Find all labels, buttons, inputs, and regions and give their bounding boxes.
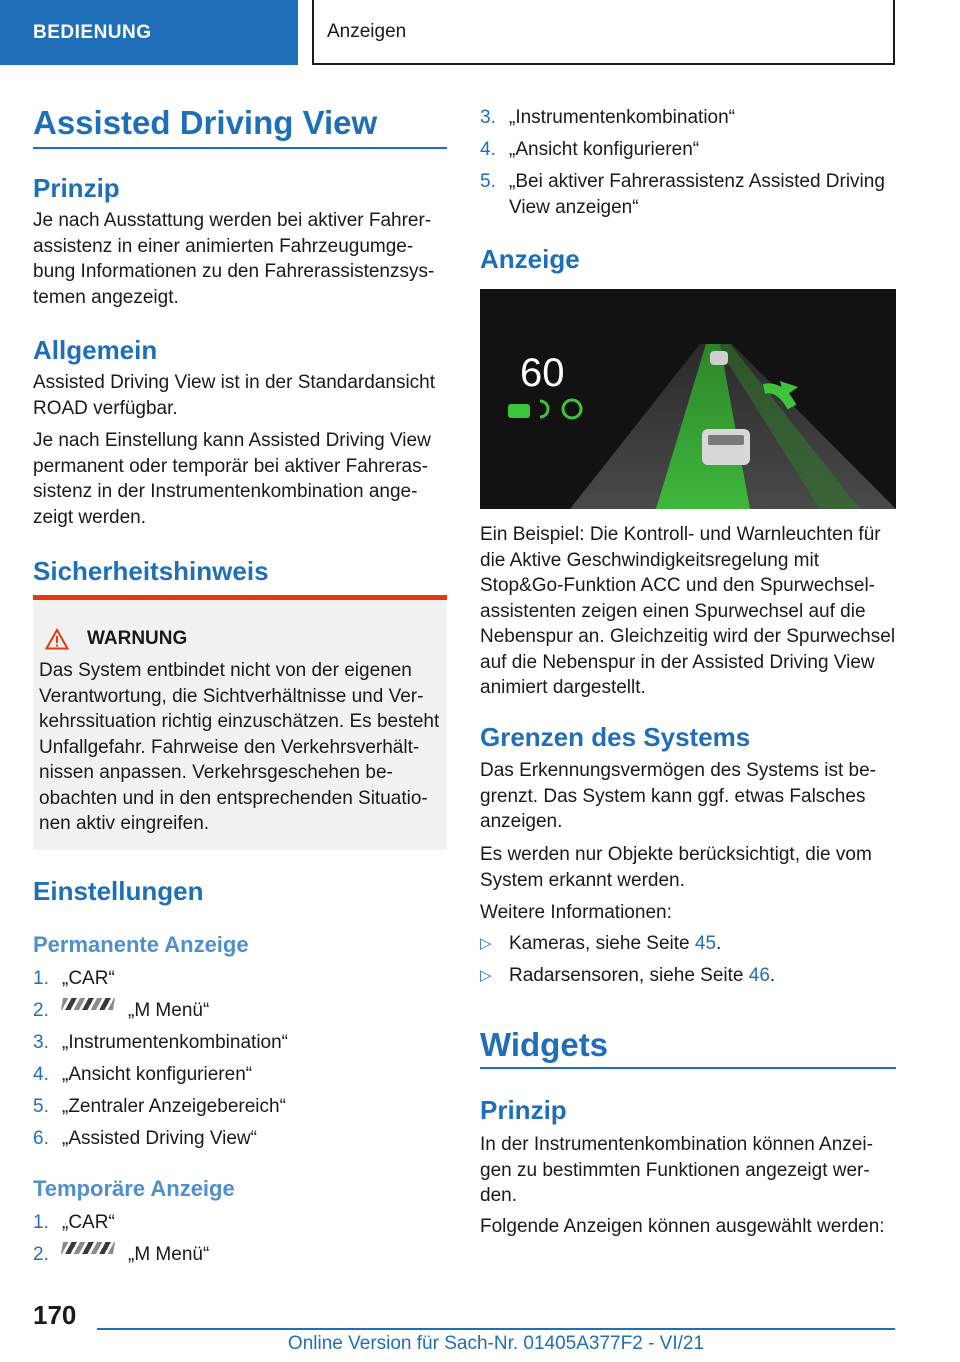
allgemein-heading: Allgemein bbox=[33, 335, 158, 365]
anzeige-text: Ein Beispiel: Die Kontroll- und Warnleuchten für die Aktive Geschwindigkeitsregelung mit Stop&Go-Funktion ACC und den Spurwechsel-assistenten zeigen einen Spurwechsel auf die Nebenspur an. Gleichzeitig wird der Spurwechsel auf die Nebenspur in der Assisted Driving View animiert dargestellt. bbox=[480, 524, 896, 698]
warning-label: WARNUNG bbox=[87, 628, 188, 649]
list-number: 2. bbox=[33, 1000, 49, 1021]
sicherheit-heading: Sicherheitshinweis bbox=[33, 556, 269, 586]
list-item bbox=[33, 998, 209, 1024]
warning-box bbox=[33, 595, 447, 850]
assisted-driving-view-figure bbox=[480, 289, 896, 509]
widgets-text-2: Folgende Anzeigen können ausgewählt werden: bbox=[480, 1216, 885, 1237]
list-text: „Ansicht konfigurieren“ bbox=[509, 139, 700, 160]
list-number: 4. bbox=[33, 1064, 49, 1085]
list-item bbox=[480, 169, 896, 220]
allgemein-text-1: Assisted Driving View ist in der Standardansicht ROAD verfügbar. bbox=[33, 372, 436, 419]
widgets-text-1: In der Instrumentenkombination können Anzei-gen zu bestimmten Funktionen angezeigt wer-den. bbox=[480, 1134, 873, 1206]
warning-text: Das System entbindet nicht von der eigenen Verantwortung, die Sichtverhältnisse und Ver-kehrssituation richtig einzuschätzen. Es besteht Unfallgefahr. Fahrweise den Verkehrsverhält-nissen anpassen. Verkehrsgeschehen be-obachten und in den entsprechenden Situatio-nen aktiv eingreifen. bbox=[39, 660, 440, 834]
list-number: 1. bbox=[33, 968, 49, 989]
list-text: „M Menü“ bbox=[128, 1244, 210, 1265]
reference-item bbox=[480, 931, 721, 957]
list-text: „CAR“ bbox=[62, 968, 115, 989]
warning-header bbox=[45, 628, 187, 650]
page-number: 170 bbox=[33, 1300, 77, 1330]
footer-rule bbox=[97, 1328, 895, 1330]
list-item bbox=[33, 1126, 257, 1152]
list-text: „M Menü“ bbox=[128, 1000, 210, 1021]
list-number: 3. bbox=[480, 107, 496, 128]
list-text: „Bei aktiver Fahrerassistenz Assisted Driving View anzeigen“ bbox=[509, 171, 885, 218]
page-title: Assisted Driving View bbox=[33, 104, 378, 141]
footer-text: Online Version für Sach-Nr. 01405A377F2 - VI/21 bbox=[287, 1333, 705, 1354]
list-item bbox=[33, 1210, 115, 1236]
page-link[interactable]: 45 bbox=[694, 933, 717, 954]
reference-item bbox=[480, 963, 775, 989]
list-text: „Ansicht konfigurieren“ bbox=[62, 1064, 253, 1085]
list-number: 2. bbox=[33, 1244, 49, 1265]
grenzen-text-1: Das Erkennungsvermögen des Systems ist be-grenzt. Das System kann ggf. etwas Falsches anzeigen. bbox=[480, 760, 877, 832]
grenzen-text-2: Es werden nur Objekte berücksichtigt, die vom System erkannt werden. bbox=[480, 844, 872, 891]
anzeige-heading: Anzeige bbox=[480, 244, 580, 274]
section-header: Anzeigen bbox=[312, 0, 895, 65]
widgets-rule bbox=[480, 1067, 896, 1069]
figure-speed-readout: 60 bbox=[520, 351, 565, 395]
widgets-prinzip-heading: Prinzip bbox=[480, 1095, 567, 1125]
list-number: 1. bbox=[33, 1212, 49, 1233]
triangle-bullet-icon: ▷ bbox=[480, 967, 492, 984]
list-item bbox=[33, 966, 115, 992]
reference-text: Radarsensoren, siehe Seite 46. bbox=[509, 965, 776, 986]
page-link[interactable]: 46 bbox=[748, 965, 770, 986]
list-item bbox=[480, 105, 735, 131]
list-text: „CAR“ bbox=[62, 1212, 115, 1233]
list-number: 3. bbox=[33, 1032, 49, 1053]
list-item bbox=[33, 1094, 286, 1120]
list-number: 5. bbox=[33, 1096, 49, 1117]
list-text: „Instrumentenkombination“ bbox=[62, 1032, 288, 1053]
warning-triangle-icon bbox=[45, 628, 69, 650]
prinzip-text: Je nach Ausstattung werden bei aktiver Fahrer-assistenz in einer animierten Fahrzeugumge-bung Informationen zu den Fahrerassistenzsys-temen angezeigt. bbox=[33, 210, 435, 308]
permanent-heading: Permanente Anzeige bbox=[33, 932, 249, 957]
chapter-tab: BEDIENUNG bbox=[0, 0, 298, 65]
list-item bbox=[480, 137, 699, 163]
reference-text: Kameras, siehe Seite 45. bbox=[509, 933, 722, 954]
title-rule bbox=[33, 147, 447, 149]
m-stripes-icon bbox=[61, 998, 115, 1010]
m-stripes-icon bbox=[61, 1242, 115, 1254]
triangle-bullet-icon: ▷ bbox=[480, 935, 492, 952]
prinzip-heading: Prinzip bbox=[33, 173, 120, 203]
list-number: 4. bbox=[480, 139, 496, 160]
widgets-title: Widgets bbox=[480, 1026, 609, 1063]
einstellungen-heading: Einstellungen bbox=[33, 876, 204, 906]
list-text: „Assisted Driving View“ bbox=[62, 1128, 257, 1149]
list-text: „Zentraler Anzeigebereich“ bbox=[62, 1096, 286, 1117]
allgemein-text-2: Je nach Einstellung kann Assisted Driving View permanent oder temporär bei aktiver Fahreras-sistenz in der Instrumentenkombination ange-zeigt werden. bbox=[33, 430, 431, 528]
list-text: „Instrumentenkombination“ bbox=[509, 107, 735, 128]
list-item bbox=[33, 1062, 252, 1088]
temporaer-heading: Temporäre Anzeige bbox=[33, 1176, 235, 1201]
list-item bbox=[33, 1242, 209, 1268]
grenzen-heading: Grenzen des Systems bbox=[480, 722, 751, 752]
list-number: 5. bbox=[480, 171, 496, 192]
list-item bbox=[33, 1030, 288, 1056]
grenzen-text-3: Weitere Informationen: bbox=[480, 902, 672, 923]
list-number: 6. bbox=[33, 1128, 49, 1149]
